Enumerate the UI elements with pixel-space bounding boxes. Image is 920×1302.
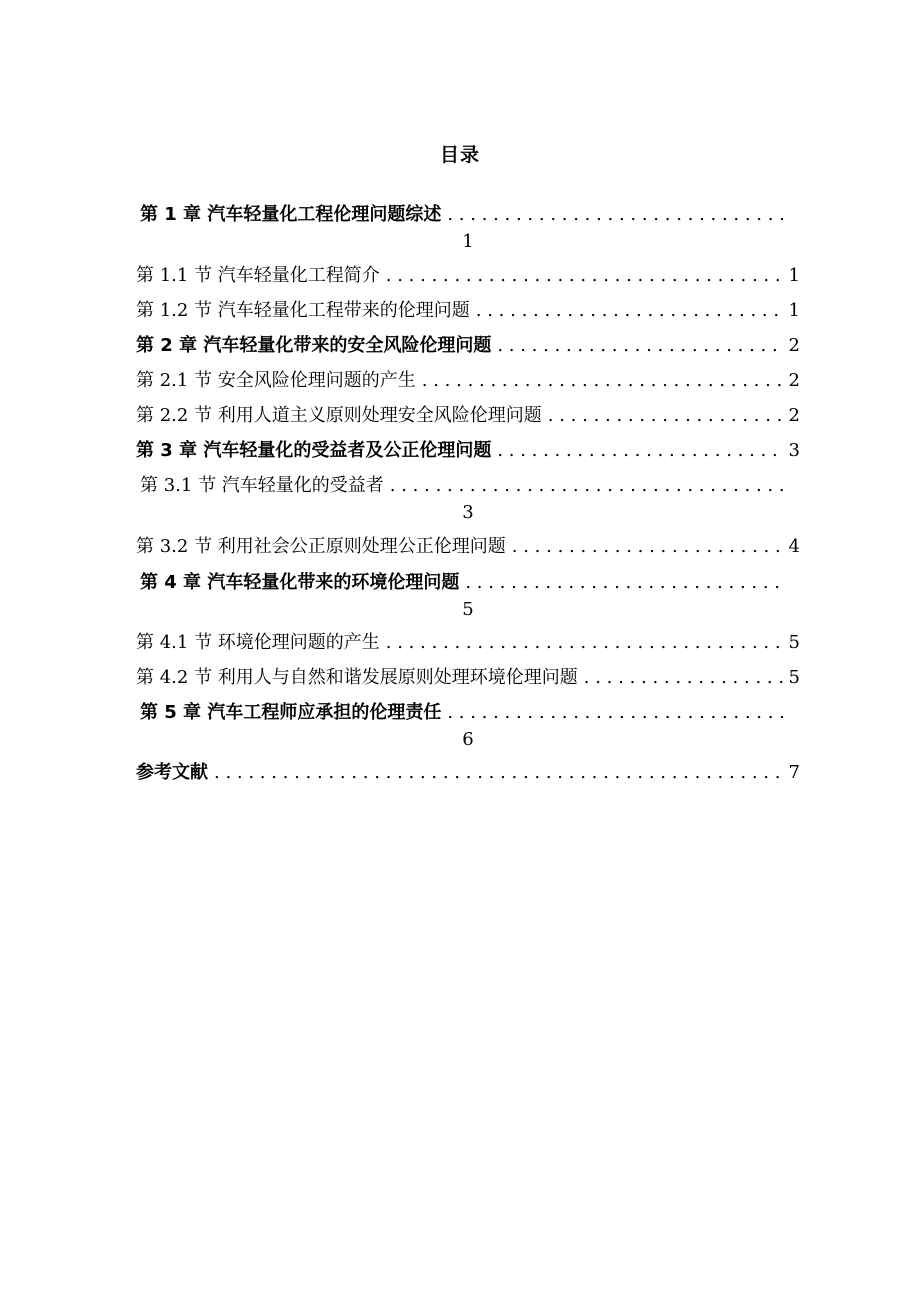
toc-entry-page-number: 7 (788, 762, 800, 783)
toc-entry-label: 第 3.2 节 利用社会公正原则处理公正伦理问题 (136, 536, 506, 557)
toc-entry[interactable] (136, 760, 800, 786)
toc-entry-label: 第 4 章 汽车轻量化带来的环境伦理问题 (140, 572, 460, 593)
toc-entry[interactable] (136, 534, 800, 560)
toc-entry[interactable] (140, 202, 793, 228)
toc-entry-label: 第 2 章 汽车轻量化带来的安全风险伦理问题 (136, 335, 492, 356)
dot-leader (497, 333, 782, 359)
dot-leader (447, 202, 787, 228)
toc-entry-page-number: 4 (788, 536, 800, 557)
dot-leader (386, 263, 783, 289)
dot-leader (512, 534, 783, 560)
toc-entry-page-number: 1 (788, 300, 800, 321)
dot-leader (422, 368, 783, 394)
toc-entry-page-number: 6 (462, 729, 474, 750)
toc-entry[interactable] (136, 630, 800, 656)
dot-leader (476, 298, 783, 324)
dot-leader (390, 473, 787, 499)
toc-entry-page-number: 3 (788, 440, 800, 461)
toc-entry-label: 第 3 章 汽车轻量化的受益者及公正伦理问题 (136, 440, 492, 461)
toc-entry-label: 第 5 章 汽车工程师应承担的伦理责任 (140, 702, 442, 723)
dot-leader (214, 760, 783, 786)
toc-entry[interactable] (140, 700, 793, 726)
toc-entry-page-number: 2 (788, 335, 800, 356)
toc-entry-page-number: 1 (788, 265, 800, 286)
toc-entry-label: 第 4.1 节 环境伦理问题的产生 (136, 632, 380, 653)
toc-entry[interactable] (136, 263, 800, 289)
toc-entry-label: 第 3.1 节 汽车轻量化的受益者 (140, 475, 384, 496)
toc-entry[interactable] (136, 665, 800, 691)
toc-entry-label: 第 1.2 节 汽车轻量化工程带来的伦理问题 (136, 300, 470, 321)
dot-leader (386, 630, 783, 656)
toc-entry-label: 第 2.1 节 安全风险伦理问题的产生 (136, 370, 416, 391)
toc-entry-page-number: 5 (462, 599, 474, 620)
toc-entry-label: 参考文献 (136, 762, 208, 783)
toc-entry[interactable] (136, 438, 800, 464)
dot-leader (497, 438, 782, 464)
toc-entry[interactable] (140, 473, 793, 499)
toc-entry-label: 第 2.2 节 利用人道主义原则处理安全风险伦理问题 (136, 405, 542, 426)
toc-entry-page-number: 3 (462, 502, 474, 523)
toc-entry[interactable] (140, 570, 793, 596)
dot-leader (465, 570, 787, 596)
toc-entry[interactable] (136, 333, 800, 359)
toc-entry-label: 第 1 章 汽车轻量化工程伦理问题综述 (140, 204, 442, 225)
toc-entry[interactable] (136, 403, 800, 429)
toc-entry-page-number: 2 (788, 370, 800, 391)
dot-leader (584, 665, 783, 691)
toc-entry-page-number: 2 (788, 405, 800, 426)
toc-entry-page-number: 1 (462, 231, 474, 252)
toc-entry[interactable] (136, 368, 800, 394)
toc-entry-page-number: 5 (788, 632, 800, 653)
dot-leader (447, 700, 787, 726)
dot-leader (548, 403, 783, 429)
toc-entry-page-number: 5 (788, 667, 800, 688)
toc-entry[interactable] (136, 298, 800, 324)
toc-entry-label: 第 4.2 节 利用人与自然和谐发展原则处理环境伦理问题 (136, 667, 578, 688)
toc-entry-label: 第 1.1 节 汽车轻量化工程简介 (136, 265, 380, 286)
toc-title: 目录 (439, 144, 480, 166)
